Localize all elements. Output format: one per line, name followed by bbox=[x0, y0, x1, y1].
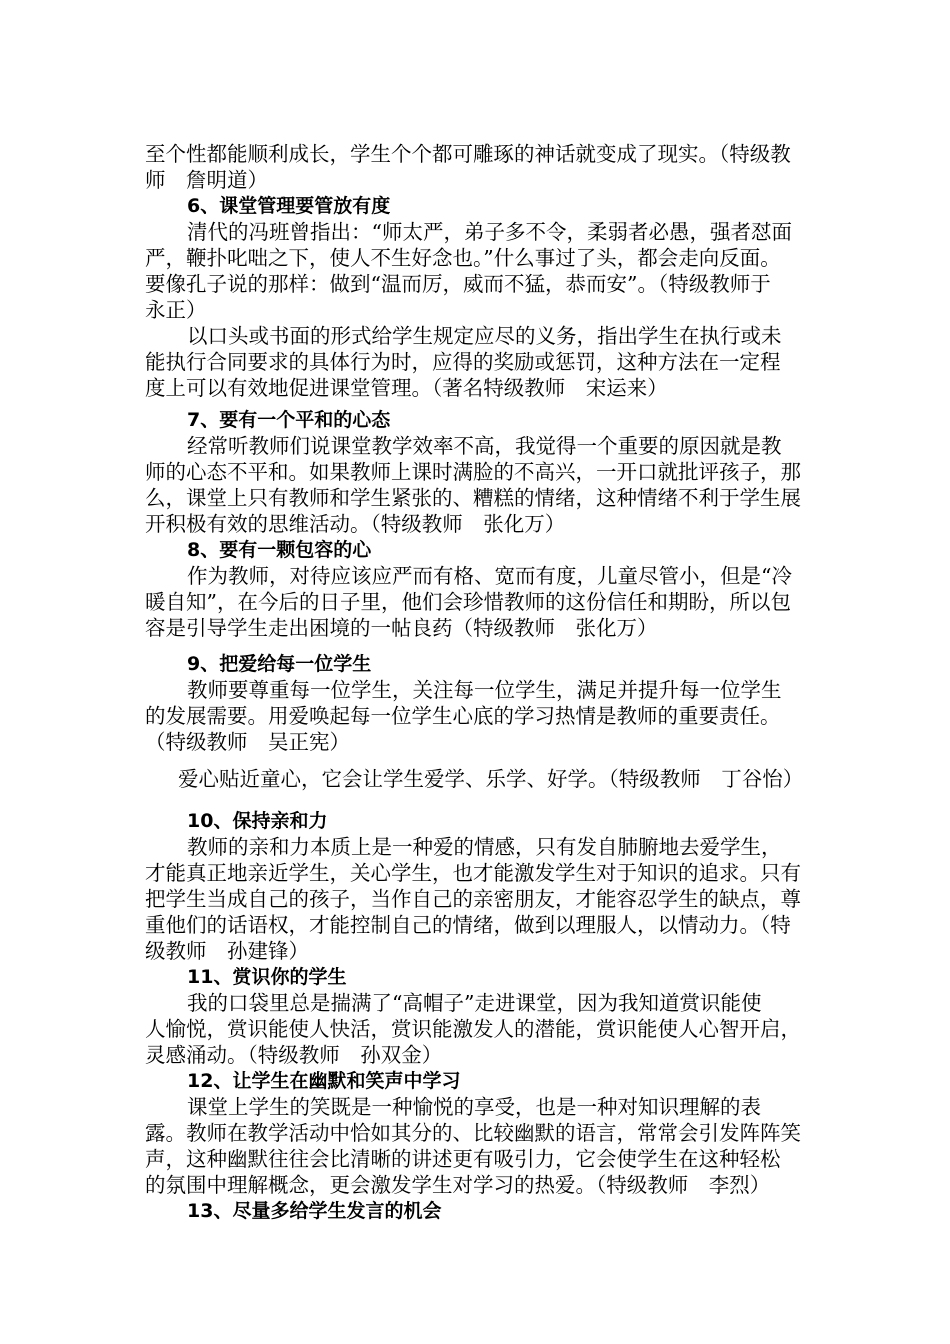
section-heading: 11、赏识你的学生 bbox=[187, 966, 347, 988]
text-line: 要像孔子说的那样：做到“温而厉，威而不猛，恭而安”。（特级教师于 bbox=[145, 272, 771, 296]
text-line: 级教师 孙建锋） bbox=[145, 939, 309, 963]
section-heading: 6、课堂管理要管放有度 bbox=[187, 195, 391, 217]
text-line: 才能真正地亲近学生，关心学生，也才能激发学生对于知识的追求。只有 bbox=[145, 861, 801, 885]
text-line: 至个性都能顺利成长，学生个个都可雕琢的神话就变成了现实。（特级教 bbox=[145, 142, 791, 166]
text-line: 课堂上学生的笑既是一种愉悦的享受，也是一种对知识理解的表 bbox=[187, 1095, 761, 1119]
text-line: 的氛围中理解概念，更会激发学生对学习的热爱。（特级教师 李烈） bbox=[145, 1173, 771, 1197]
text-line: 清代的冯班曾指出：“师太严，弟子多不令，柔弱者必愚，强者怼面 bbox=[187, 220, 792, 244]
text-line: 重他们的话语权，才能控制自己的情绪，做到以理服人，以情动力。（特 bbox=[145, 913, 791, 937]
text-line: （特级教师 吴正宪） bbox=[145, 730, 350, 754]
text-line: 么，课堂上只有教师和学生紧张的、糟糕的情绪，这种情绪不利于学生展 bbox=[145, 486, 801, 510]
section-heading: 12、让学生在幽默和笑声中学习 bbox=[187, 1070, 461, 1092]
section-heading: 13、尽量多给学生发言的机会 bbox=[187, 1200, 442, 1222]
text-line: 教师的亲和力本质上是一种爱的情感，只有发自肺腑地去爱学生， bbox=[187, 835, 782, 859]
section-heading: 7、要有一个平和的心态 bbox=[187, 409, 391, 431]
text-line: 度上可以有效地促进课堂管理。（著名特级教师 宋运来） bbox=[145, 376, 668, 400]
text-line: 作为教师，对待应该应严而有格、宽而有度，儿童尽管小，但是“冷 bbox=[187, 564, 792, 588]
text-line: 的发展需要。用爱唤起每一位学生心底的学习热情是教师的重要责任。 bbox=[145, 704, 781, 728]
text-line: 暖自知”，在今后的日子里，他们会珍惜教师的这份信任和期盼，所以包 bbox=[145, 590, 791, 614]
section-heading: 9、把爱给每一位学生 bbox=[187, 653, 372, 675]
text-line: 开积极有效的思维活动。（特级教师 张化万） bbox=[145, 512, 566, 536]
text-line: 以口头或书面的形式给学生规定应尽的义务，指出学生在执行或未 bbox=[187, 324, 782, 348]
text-line: 师的心态不平和。如果教师上课时满脸的不高兴，一开口就批评孩子，那 bbox=[145, 460, 801, 484]
text-line: 容是引导学生走出困境的一帖良药（特级教师 张化万） bbox=[145, 616, 658, 640]
text-line: 人愉悦，赏识能使人快活，赏识能激发人的潜能，赏识能使人心智开启， bbox=[145, 1017, 801, 1041]
text-line: 能执行合同要求的具体行为时，应得的奖励或惩罚，这种方法在一定程 bbox=[145, 350, 781, 374]
text-line: 爱心贴近童心，它会让学生爱学、乐学、好学。（特级教师 丁谷怡） bbox=[178, 767, 804, 791]
text-line: 声，这种幽默往往会比清晰的讲述更有吸引力，它会使学生在这种轻松 bbox=[145, 1147, 781, 1171]
text-line: 永正） bbox=[145, 298, 207, 322]
text-line: 教师要尊重每一位学生，关注每一位学生，满足并提升每一位学生 bbox=[187, 678, 782, 702]
text-line: 露。教师在教学活动中恰如其分的、比较幽默的语言，常常会引发阵阵笑 bbox=[145, 1121, 801, 1145]
text-line: 我的口袋里总是揣满了“高帽子”走进课堂，因为我知道赏识能使 bbox=[187, 991, 762, 1015]
text-line: 把学生当成自己的孩子，当作自己的亲密朋友，才能容忍学生的缺点，尊 bbox=[145, 887, 801, 911]
text-line: 严，鞭扑叱咄之下，使人不生好念也。”什么事过了头，都会走向反面。 bbox=[145, 246, 781, 270]
section-heading: 8、要有一颗包容的心 bbox=[187, 539, 372, 561]
text-line: 师 詹明道） bbox=[145, 168, 268, 192]
text-line: 经常听教师们说课堂教学效率不高，我觉得一个重要的原因就是教 bbox=[187, 434, 782, 458]
text-line: 灵感涌动。（特级教师 孙双金） bbox=[145, 1043, 443, 1067]
section-heading: 10、保持亲和力 bbox=[187, 810, 328, 832]
